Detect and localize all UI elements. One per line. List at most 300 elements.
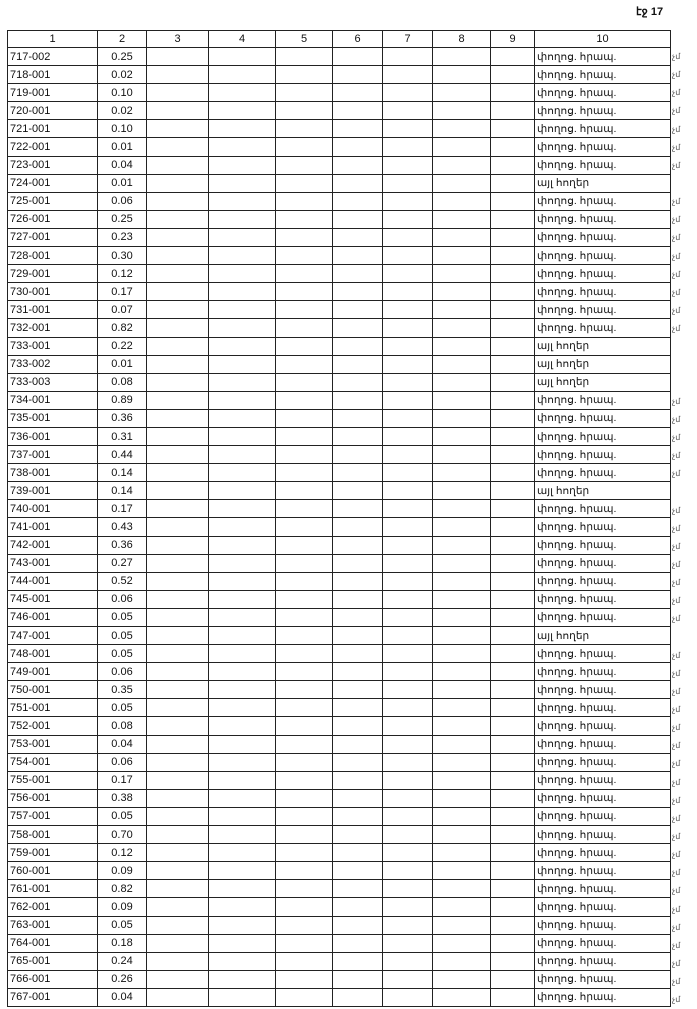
area-value: 0.14 <box>98 482 147 500</box>
area-value: 0.09 <box>98 898 147 916</box>
empty-cell <box>383 337 433 355</box>
empty-cell <box>333 464 383 482</box>
empty-cell <box>433 681 491 699</box>
table-row <box>8 482 671 500</box>
table-row <box>8 500 671 518</box>
empty-cell <box>276 391 333 409</box>
empty-cell <box>383 427 433 445</box>
margin-mark: չմ <box>672 106 681 116</box>
empty-cell <box>147 536 209 554</box>
land-type: փողոց. հրապ. <box>535 192 671 210</box>
empty-cell <box>491 500 535 518</box>
area-value: 0.89 <box>98 391 147 409</box>
table-row <box>8 753 671 771</box>
margin-mark: չմ <box>672 723 681 733</box>
parcel-code: 722-001 <box>8 138 98 156</box>
land-type: այլ հողեր <box>535 627 671 645</box>
empty-cell <box>276 645 333 663</box>
empty-cell <box>147 391 209 409</box>
parcel-code: 759-001 <box>8 844 98 862</box>
empty-cell <box>276 373 333 391</box>
empty-cell <box>491 482 535 500</box>
empty-cell <box>433 500 491 518</box>
table-row <box>8 952 671 970</box>
empty-cell <box>147 337 209 355</box>
empty-cell <box>276 627 333 645</box>
empty-cell <box>433 409 491 427</box>
table-row <box>8 265 671 283</box>
empty-cell <box>147 464 209 482</box>
area-value: 0.38 <box>98 789 147 807</box>
parcel-code: 734-001 <box>8 391 98 409</box>
parcel-code: 725-001 <box>8 192 98 210</box>
table-row <box>8 102 671 120</box>
table-row <box>8 283 671 301</box>
empty-cell <box>209 627 276 645</box>
empty-cell <box>333 500 383 518</box>
table-row <box>8 373 671 391</box>
parcel-code: 735-001 <box>8 409 98 427</box>
empty-cell <box>333 645 383 663</box>
margin-mark: չմ <box>672 904 681 914</box>
parcel-code: 747-001 <box>8 627 98 645</box>
parcel-code: 744-001 <box>8 572 98 590</box>
empty-cell <box>209 84 276 102</box>
empty-cell <box>333 138 383 156</box>
empty-cell <box>147 210 209 228</box>
empty-cell <box>383 391 433 409</box>
area-value: 0.05 <box>98 608 147 626</box>
empty-cell <box>209 898 276 916</box>
parcel-code: 763-001 <box>8 916 98 934</box>
empty-cell <box>276 880 333 898</box>
land-type: փողոց. հրապ. <box>535 789 671 807</box>
empty-cell <box>491 265 535 283</box>
margin-mark <box>672 629 692 647</box>
column-header-4: 4 <box>209 31 276 48</box>
empty-cell <box>433 934 491 952</box>
empty-cell <box>491 916 535 934</box>
empty-cell <box>433 427 491 445</box>
empty-cell <box>333 681 383 699</box>
empty-cell <box>276 590 333 608</box>
empty-cell <box>209 753 276 771</box>
empty-cell <box>491 138 535 156</box>
empty-cell <box>433 247 491 265</box>
empty-cell <box>491 102 535 120</box>
parcel-code: 741-001 <box>8 518 98 536</box>
table-row <box>8 247 671 265</box>
margin-mark <box>672 375 692 393</box>
land-type: փողոց. հրապ. <box>535 301 671 319</box>
empty-cell <box>333 192 383 210</box>
margin-mark: չմ <box>672 505 681 515</box>
table-row <box>8 355 671 373</box>
area-value: 0.05 <box>98 807 147 825</box>
empty-cell <box>433 228 491 246</box>
land-type: փողոց. հրապ. <box>535 681 671 699</box>
empty-cell <box>276 826 333 844</box>
empty-cell <box>333 355 383 373</box>
empty-cell <box>147 554 209 572</box>
empty-cell <box>276 84 333 102</box>
parcel-code: 728-001 <box>8 247 98 265</box>
empty-cell <box>433 862 491 880</box>
empty-cell <box>147 265 209 283</box>
empty-cell <box>276 608 333 626</box>
area-value: 0.31 <box>98 427 147 445</box>
column-header-9: 9 <box>491 31 535 48</box>
area-value: 0.17 <box>98 771 147 789</box>
empty-cell <box>333 319 383 337</box>
empty-cell <box>276 409 333 427</box>
empty-cell <box>276 572 333 590</box>
table-row <box>8 590 671 608</box>
margin-mark: չմ <box>672 596 681 606</box>
empty-cell <box>147 247 209 265</box>
parcel-code: 729-001 <box>8 265 98 283</box>
empty-cell <box>276 500 333 518</box>
empty-cell <box>433 572 491 590</box>
table-row <box>8 898 671 916</box>
empty-cell <box>433 446 491 464</box>
empty-cell <box>383 862 433 880</box>
empty-cell <box>491 590 535 608</box>
empty-cell <box>147 572 209 590</box>
area-value: 0.05 <box>98 699 147 717</box>
empty-cell <box>333 301 383 319</box>
land-type: փողոց. հրապ. <box>535 247 671 265</box>
empty-cell <box>276 265 333 283</box>
area-value: 0.25 <box>98 210 147 228</box>
empty-cell <box>491 898 535 916</box>
empty-cell <box>209 337 276 355</box>
empty-cell <box>383 283 433 301</box>
margin-mark <box>672 338 692 356</box>
empty-cell <box>333 247 383 265</box>
area-value: 0.02 <box>98 102 147 120</box>
empty-cell <box>333 753 383 771</box>
land-type: փողոց. հրապ. <box>535 699 671 717</box>
empty-cell <box>433 645 491 663</box>
table-row <box>8 84 671 102</box>
parcel-code: 730-001 <box>8 283 98 301</box>
area-value: 0.02 <box>98 66 147 84</box>
empty-cell <box>383 735 433 753</box>
empty-cell <box>147 699 209 717</box>
land-type: փողոց. հրապ. <box>535 156 671 174</box>
empty-cell <box>383 988 433 1006</box>
empty-cell <box>276 518 333 536</box>
empty-cell <box>433 952 491 970</box>
table-row <box>8 464 671 482</box>
land-type: փողոց. հրապ. <box>535 898 671 916</box>
empty-cell <box>209 174 276 192</box>
empty-cell <box>433 536 491 554</box>
parcel-code: 727-001 <box>8 228 98 246</box>
empty-cell <box>433 916 491 934</box>
area-value: 0.09 <box>98 862 147 880</box>
parcel-code: 732-001 <box>8 319 98 337</box>
margin-mark: չմ <box>672 287 681 297</box>
empty-cell <box>276 283 333 301</box>
margin-mark: չմ <box>672 396 681 406</box>
margin-mark: չմ <box>672 324 681 334</box>
empty-cell <box>276 446 333 464</box>
empty-cell <box>209 355 276 373</box>
empty-cell <box>433 735 491 753</box>
margin-mark: չմ <box>672 940 681 950</box>
empty-cell <box>209 301 276 319</box>
empty-cell <box>433 753 491 771</box>
parcel-code: 733-002 <box>8 355 98 373</box>
empty-cell <box>433 608 491 626</box>
margin-mark: չմ <box>672 541 681 551</box>
empty-cell <box>433 518 491 536</box>
empty-cell <box>491 771 535 789</box>
empty-cell <box>147 970 209 988</box>
empty-cell <box>147 482 209 500</box>
area-value: 0.04 <box>98 156 147 174</box>
table-row <box>8 880 671 898</box>
empty-cell <box>147 952 209 970</box>
empty-cell <box>209 572 276 590</box>
margin-mark: չմ <box>672 686 681 696</box>
empty-cell <box>147 627 209 645</box>
empty-cell <box>491 844 535 862</box>
empty-cell <box>383 627 433 645</box>
empty-cell <box>333 84 383 102</box>
empty-cell <box>383 554 433 572</box>
area-value: 0.82 <box>98 319 147 337</box>
empty-cell <box>333 427 383 445</box>
margin-mark: չմ <box>672 451 681 461</box>
land-type: փողոց. հրապ. <box>535 500 671 518</box>
empty-cell <box>383 952 433 970</box>
area-value: 0.24 <box>98 952 147 970</box>
margin-mark: չմ <box>672 233 681 243</box>
margin-mark: չմ <box>672 959 681 969</box>
table-header-row <box>8 31 671 48</box>
empty-cell <box>491 970 535 988</box>
land-type: փողոց. հրապ. <box>535 807 671 825</box>
empty-cell <box>491 554 535 572</box>
empty-cell <box>276 862 333 880</box>
empty-cell <box>433 156 491 174</box>
empty-cell <box>276 807 333 825</box>
empty-cell <box>491 409 535 427</box>
empty-cell <box>276 970 333 988</box>
table-row <box>8 446 671 464</box>
parcel-code: 751-001 <box>8 699 98 717</box>
empty-cell <box>333 970 383 988</box>
empty-cell <box>147 174 209 192</box>
area-value: 0.12 <box>98 265 147 283</box>
empty-cell <box>383 898 433 916</box>
parcel-code: 760-001 <box>8 862 98 880</box>
empty-cell <box>147 192 209 210</box>
margin-mark: չմ <box>672 305 681 315</box>
area-value: 0.06 <box>98 663 147 681</box>
table-row <box>8 518 671 536</box>
empty-cell <box>147 409 209 427</box>
margin-mark: չմ <box>672 868 681 878</box>
margin-mark: չմ <box>672 777 681 787</box>
parcel-code: 718-001 <box>8 66 98 84</box>
margin-mark: չմ <box>672 215 681 225</box>
parcel-code: 720-001 <box>8 102 98 120</box>
empty-cell <box>147 120 209 138</box>
empty-cell <box>276 771 333 789</box>
empty-cell <box>209 717 276 735</box>
empty-cell <box>333 771 383 789</box>
empty-cell <box>209 645 276 663</box>
empty-cell <box>147 735 209 753</box>
margin-mark: չմ <box>672 977 681 987</box>
empty-cell <box>147 319 209 337</box>
empty-cell <box>333 409 383 427</box>
empty-cell <box>383 301 433 319</box>
column-header-8: 8 <box>433 31 491 48</box>
empty-cell <box>433 663 491 681</box>
land-type: փողոց. հրապ. <box>535 590 671 608</box>
table-row <box>8 681 671 699</box>
empty-cell <box>383 970 433 988</box>
land-type: փողոց. հրապ. <box>535 753 671 771</box>
empty-cell <box>383 373 433 391</box>
empty-cell <box>433 120 491 138</box>
empty-cell <box>209 988 276 1006</box>
empty-cell <box>491 717 535 735</box>
area-value: 0.01 <box>98 138 147 156</box>
margin-mark: չմ <box>672 850 681 860</box>
empty-cell <box>383 590 433 608</box>
empty-cell <box>276 337 333 355</box>
land-type: փողոց. հրապ. <box>535 988 671 1006</box>
table-row <box>8 120 671 138</box>
empty-cell <box>383 138 433 156</box>
empty-cell <box>209 210 276 228</box>
empty-cell <box>383 771 433 789</box>
margin-mark: չմ <box>672 70 681 80</box>
empty-cell <box>383 663 433 681</box>
empty-cell <box>209 102 276 120</box>
parcel-code: 738-001 <box>8 464 98 482</box>
empty-cell <box>333 554 383 572</box>
land-type: փողոց. հրապ. <box>535 844 671 862</box>
empty-cell <box>276 464 333 482</box>
empty-cell <box>491 862 535 880</box>
empty-cell <box>209 590 276 608</box>
empty-cell <box>209 789 276 807</box>
margin-mark: չմ <box>672 52 681 61</box>
parcel-code: 753-001 <box>8 735 98 753</box>
empty-cell <box>491 156 535 174</box>
empty-cell <box>276 247 333 265</box>
empty-cell <box>491 608 535 626</box>
parcel-code: 726-001 <box>8 210 98 228</box>
table-row <box>8 228 671 246</box>
land-type: փողոց. հրապ. <box>535 66 671 84</box>
parcel-code: 723-001 <box>8 156 98 174</box>
empty-cell <box>333 174 383 192</box>
empty-cell <box>147 228 209 246</box>
empty-cell <box>147 681 209 699</box>
empty-cell <box>333 228 383 246</box>
empty-cell <box>433 138 491 156</box>
area-value: 0.25 <box>98 48 147 66</box>
table-row <box>8 699 671 717</box>
parcel-code: 761-001 <box>8 880 98 898</box>
land-type: փողոց. հրապ. <box>535 138 671 156</box>
empty-cell <box>433 84 491 102</box>
margin-mark: չմ <box>672 614 681 624</box>
area-value: 0.30 <box>98 247 147 265</box>
empty-cell <box>209 319 276 337</box>
empty-cell <box>147 862 209 880</box>
parcel-code: 766-001 <box>8 970 98 988</box>
empty-cell <box>383 265 433 283</box>
parcel-code: 724-001 <box>8 174 98 192</box>
empty-cell <box>147 373 209 391</box>
empty-cell <box>276 102 333 120</box>
empty-cell <box>333 934 383 952</box>
margin-mark <box>672 356 692 374</box>
land-type: փողոց. հրապ. <box>535 120 671 138</box>
empty-cell <box>383 934 433 952</box>
empty-cell <box>147 102 209 120</box>
empty-cell <box>491 536 535 554</box>
parcel-code: 757-001 <box>8 807 98 825</box>
parcel-code: 749-001 <box>8 663 98 681</box>
empty-cell <box>383 319 433 337</box>
empty-cell <box>383 102 433 120</box>
empty-cell <box>383 84 433 102</box>
empty-cell <box>383 844 433 862</box>
land-type: փողոց. հրապ. <box>535 48 671 66</box>
parcel-code: 736-001 <box>8 427 98 445</box>
empty-cell <box>147 807 209 825</box>
land-type: փողոց. հրապ. <box>535 102 671 120</box>
parcel-code: 748-001 <box>8 645 98 663</box>
empty-cell <box>333 826 383 844</box>
empty-cell <box>433 301 491 319</box>
empty-cell <box>276 916 333 934</box>
empty-cell <box>209 663 276 681</box>
empty-cell <box>147 880 209 898</box>
land-type: փողոց. հրապ. <box>535 916 671 934</box>
empty-cell <box>333 880 383 898</box>
empty-cell <box>491 572 535 590</box>
empty-cell <box>333 988 383 1006</box>
empty-cell <box>383 210 433 228</box>
empty-cell <box>333 699 383 717</box>
area-value: 0.22 <box>98 337 147 355</box>
empty-cell <box>276 699 333 717</box>
empty-cell <box>433 699 491 717</box>
parcel-code: 754-001 <box>8 753 98 771</box>
empty-cell <box>433 807 491 825</box>
empty-cell <box>209 934 276 952</box>
area-value: 0.26 <box>98 970 147 988</box>
table-row <box>8 934 671 952</box>
land-type: այլ հողեր <box>535 174 671 192</box>
area-value: 0.17 <box>98 500 147 518</box>
empty-cell <box>333 482 383 500</box>
empty-cell <box>491 373 535 391</box>
empty-cell <box>491 464 535 482</box>
parcel-code: 739-001 <box>8 482 98 500</box>
